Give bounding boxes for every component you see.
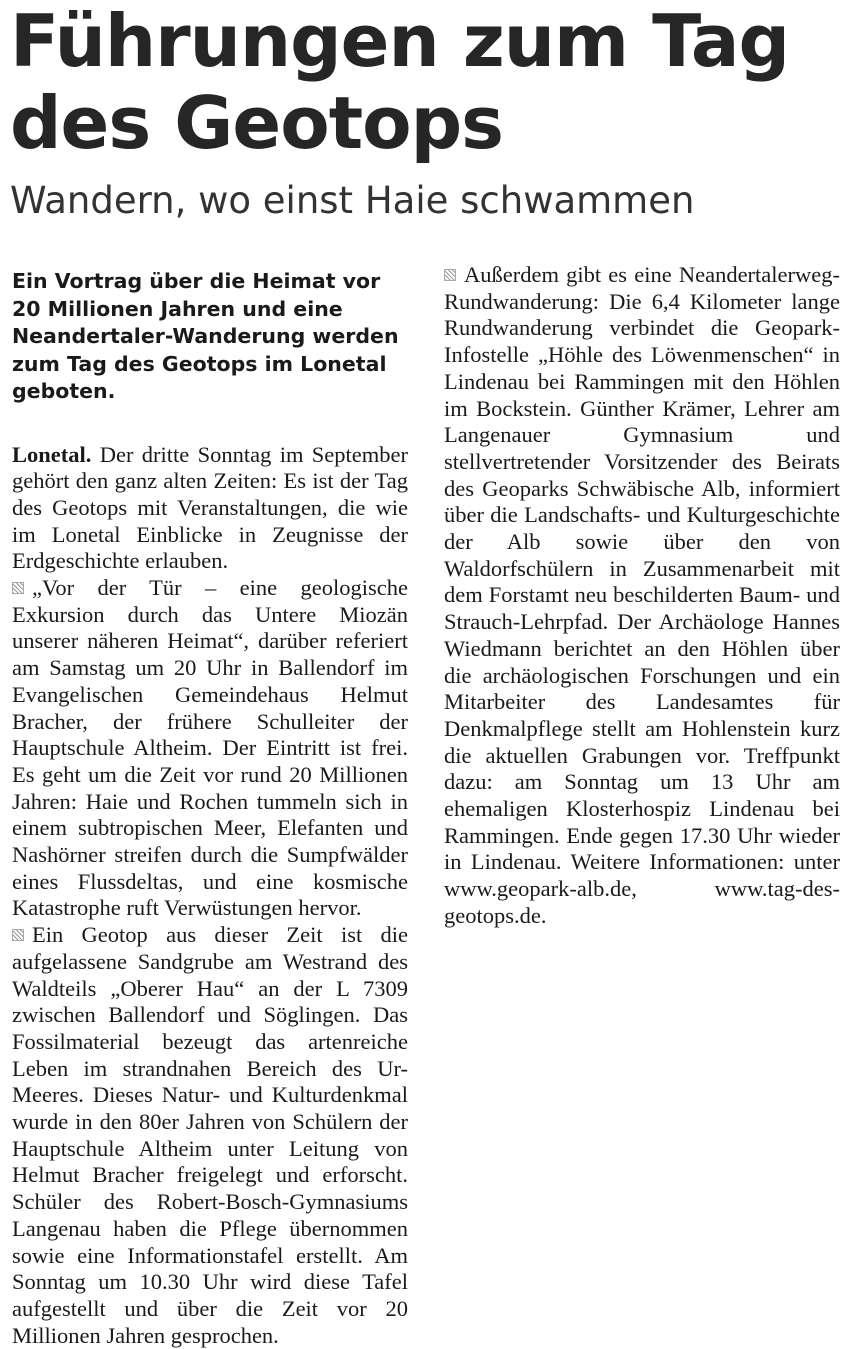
body-paragraph-3 [12,922,408,1349]
paragraph-marker-icon [12,582,24,594]
headline: Führungen zum Tag des Geotops [10,0,790,165]
body-paragraph-2 [12,575,408,922]
body-paragraph-1 [12,442,408,576]
lead-paragraph: Ein Vortrag über die Heimat vor 20 Millionen Jahren und eine Neandertaler-Wanderung werden zum Tag des Geotops im Lonetal geboten. [12,269,399,403]
dateline: Lonetal. [12,441,92,467]
body-paragraph-2-text: „Vor der Tür – eine geologische Exkursion durch das Untere Miozän unserer näheren Heimat“, darüber referiert am Samstag um 20 Uhr in Ballendorf im Evangelischen Gemeindehaus Helmut Bracher, der frühere Schulleiter der Hauptschule Altheim. Der Eintritt ist frei. Es geht um die Zeit vor rund 20 Millionen Jahren: Haie und Rochen tummeln sich in einem subtropischen Meer, Elefanten und Nashörner streifen durch die Sumpfwälder eines Flussdeltas, und eine kosmische Katastrophe ruft Verwüstungen hervor. [12,575,408,921]
body-paragraph-4-text: Außerdem gibt es eine Neandertalerweg-Rundwanderung: Die 6,4 Kilometer lange Rundwanderung verbindet die Geopark-Infostelle „Höhle des Löwenmenschen“ in Lindenau bei Rammingen mit den Höhlen im Bockstein. Günther Krämer, Lehrer am Langenauer Gymnasium und stellvertretender Vorsitzender des Beirats des Geoparks Schwäbische Alb, informiert über die Landschafts- und Kulturgeschichte der Alb sowie über den von Waldorfschülern in Zusammenarbeit mit dem Forstamt neu beschilderten Baum- und Strauch-Lehrpfad. Der Archäologe Hannes Wiedmann berichtet an den Höhlen über die archäologischen Forschungen und ein Mitarbeiter des Landesamtes für Denkmalpflege stellt am Hohlenstein kurz die aktuellen Grabungen vor. Treffpunkt dazu: am Sonntag um 13 Uhr am ehemaligen Klosterhospiz Lindenau bei Rammingen. Ende gegen 17.30 Uhr wieder in Lindenau. Weitere Informationen: unter www.geopark-alb.de, www.tag-des-geotops.de. [444,262,840,928]
body-paragraph-1-text: Der dritte Sonntag im September gehört den ganz alten Zeiten: Es ist der Tag des Geotops mit Veranstaltungen, die wie im Lonetal Einblicke in Zeugnisse der Erdgeschichte erlauben. [12,441,409,574]
column-left [12,262,408,1349]
body-paragraph-4 [444,262,840,930]
column-right [444,262,840,930]
paragraph-marker-icon [444,269,456,281]
body-paragraph-3-text: Ein Geotop aus dieser Zeit ist die aufgelassene Sandgrube am Westrand des Waldteils „Oberer Hau“ an der L 7309 zwischen Ballendorf und Söglingen. Das Fossilmaterial bezeugt das artenreiche Leben im strandnahen Bereich des Ur-Meeres. Dieses Natur- und Kulturdenkmal wurde in den 80er Jahren von Schülern der Hauptschule Altheim unter Leitung von Helmut Bracher freigelegt und erforscht. Schüler des Robert-Bosch-Gymnasiums Langenau haben die Pflege übernommen sowie eine Informationstafel erstellt. Am Sonntag um 10.30 Uhr wird diese Tafel aufgestellt und über die Zeit vor 20 Millionen Jahren gesprochen. [12,922,408,1348]
paragraph-marker-icon [12,929,24,941]
subheadline: Wandern, wo einst Haie schwammen [10,179,695,222]
